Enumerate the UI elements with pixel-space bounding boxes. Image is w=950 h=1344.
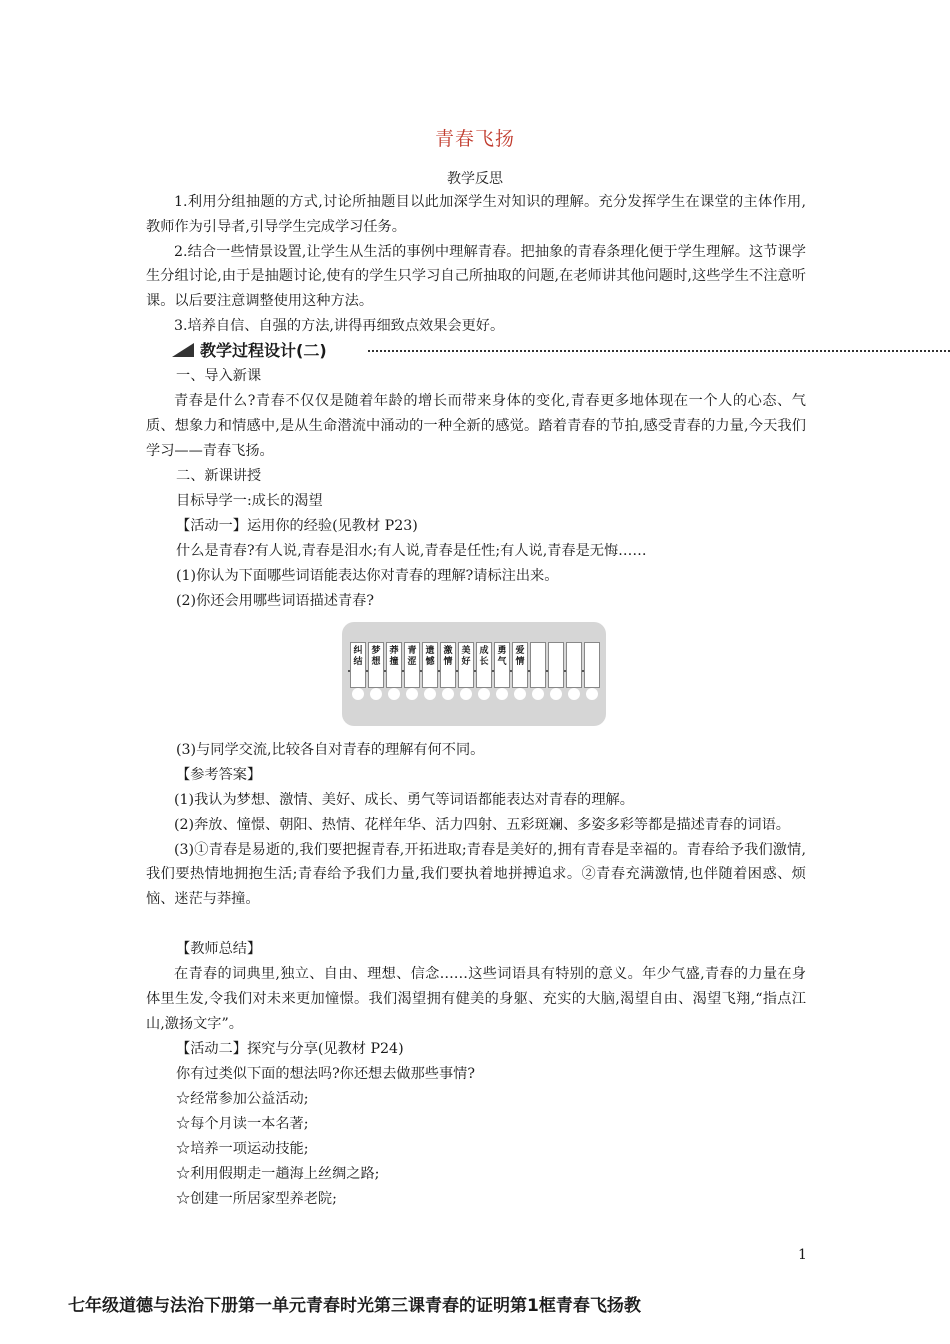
reflection-item: 1.利用分组抽题的方式,讨论所抽题目以此加深学生对知识的理解。充分发挥学生在课堂的主体作用,教师作为引导者,引导学生完成学习任务。 <box>146 194 806 235</box>
activity2-question: 你有过类似下面的想法吗?你还想去做那些事情? <box>176 1066 475 1082</box>
word-card <box>548 642 564 688</box>
word-cards-image <box>342 622 606 726</box>
peg-dot <box>406 688 418 700</box>
intro-block <box>146 389 806 463</box>
peg-dot <box>424 688 436 700</box>
peg-dot <box>370 688 382 700</box>
word-card <box>584 642 600 688</box>
activity1-question: 什么是青春?有人说,青春是泪水;有人说,青春是任性;有人说,青春是无悔…… <box>176 543 647 559</box>
peg-dot <box>514 688 526 700</box>
peg-dot <box>586 688 598 700</box>
word-card <box>566 642 582 688</box>
peg-dot <box>442 688 454 700</box>
section-heading: 教学过程设计(二) <box>200 341 327 360</box>
activity1-question: (2)你还会用哪些词语描述青春? <box>176 593 374 609</box>
peg-dot <box>352 688 364 700</box>
part1-label: 一、导入新课 <box>176 368 262 384</box>
word-card: 成 长 <box>476 642 492 688</box>
ref-answer-item: (2)奔放、憧憬、朝阳、热情、花样年华、活力四射、五彩斑斓、多姿多彩等都是描述青春的词语。 <box>174 816 790 833</box>
teacher-summary-block <box>146 962 806 1036</box>
wish-item: ☆利用假期走一趟海上丝绸之路; <box>176 1166 380 1182</box>
word-card: 纠 结 <box>350 642 366 688</box>
heading-triangle-icon <box>172 343 194 357</box>
document-title: 青春飞扬 <box>434 128 515 150</box>
teacher-summary: 在青春的词典里,独立、自由、理想、信念……这些词语具有特别的意义。年少气盛,青春的力量在身体里生发,令我们对未来更加憧憬。我们渴望拥有健美的身躯、充实的大脑,渴望自由、渴望飞翔,“指点江山,激扬文字”。 <box>146 966 806 1032</box>
word-card: 莽 撞 <box>386 642 402 688</box>
word-card: 勇 气 <box>494 642 510 688</box>
section-subtitle: 教学反思 <box>447 171 503 187</box>
word-card: 梦 想 <box>368 642 384 688</box>
heading-divider <box>368 350 950 354</box>
word-card: 爱 情 <box>512 642 528 688</box>
ref-answer-item: (3)①青春是易逝的,我们要把握青春,开拓进取;青春是美好的,拥有青春是幸福的。青春给予我们激情,我们要热情地拥抱生活;青春给予我们力量,我们要执着地拼搏追求。②青春充满激情,也伴随着困惑、烦恼、迷茫与莽撞。 <box>146 841 806 908</box>
wish-item: ☆创建一所居家型养老院; <box>176 1191 337 1207</box>
ref-answer-block <box>146 788 806 912</box>
page-number: 1 <box>798 1247 807 1263</box>
wish-item: ☆培养一项运动技能; <box>176 1141 309 1157</box>
footer-caption: 七年级道德与法治下册第一单元青春时光第三课青春的证明第1框青春飞扬教 <box>68 1296 641 1316</box>
word-card: 青 涩 <box>404 642 420 688</box>
word-card: 美 好 <box>458 642 474 688</box>
goal1-label: 目标导学一:成长的渴望 <box>176 493 323 509</box>
activity1-question: (1)你认为下面哪些词语能表达你对青春的理解?请标注出来。 <box>176 568 559 584</box>
section-heading-bar <box>172 340 950 362</box>
intro-paragraph: 青春是什么?青春不仅仅是随着年龄的增长而带来身体的变化,青春更多地体现在一个人的心态、气质、想象力和情感中,是从生命潜流中涌动的一种全新的感觉。踏着青春的节拍,感受青春的力量,今天我们学习——青春飞扬。 <box>146 393 806 459</box>
word-card: 激 情 <box>440 642 456 688</box>
reflection-item: 3.培养自信、自强的方法,讲得再细致点效果会更好。 <box>174 317 505 334</box>
reflection-item: 2.结合一些情景设置,让学生从生活的事例中理解青春。把抽象的青春条理化便于学生理解。这节课学生分组讨论,由于是抽题讨论,使有的学生只学习自己所抽取的问题,在老师讲其他问题时,这些学生不注意听课。以后要注意调整使用这种方法。 <box>146 243 806 310</box>
teacher-summary-label: 【教师总结】 <box>176 941 262 957</box>
peg-dot <box>568 688 580 700</box>
ref-answer-label: 【参考答案】 <box>176 767 262 783</box>
reflection-block <box>146 190 806 339</box>
peg-dot <box>388 688 400 700</box>
activity1-question: (3)与同学交流,比较各自对青春的理解有何不同。 <box>176 742 485 758</box>
activity2-label: 【活动二】探究与分享(见教材 P24) <box>176 1041 404 1057</box>
part2-label: 二、新课讲授 <box>176 468 262 484</box>
wish-item: ☆每个月读一本名著; <box>176 1116 309 1132</box>
peg-dot <box>550 688 562 700</box>
peg-dot <box>532 688 544 700</box>
peg-dot <box>496 688 508 700</box>
peg-dot <box>460 688 472 700</box>
word-card <box>530 642 546 688</box>
activity1-label: 【活动一】运用你的经验(见教材 P23) <box>176 518 418 534</box>
peg-dot <box>478 688 490 700</box>
wish-item: ☆经常参加公益活动; <box>176 1091 309 1107</box>
ref-answer-item: (1)我认为梦想、激情、美好、成长、勇气等词语都能表达对青春的理解。 <box>174 792 634 808</box>
word-card: 遗 憾 <box>422 642 438 688</box>
